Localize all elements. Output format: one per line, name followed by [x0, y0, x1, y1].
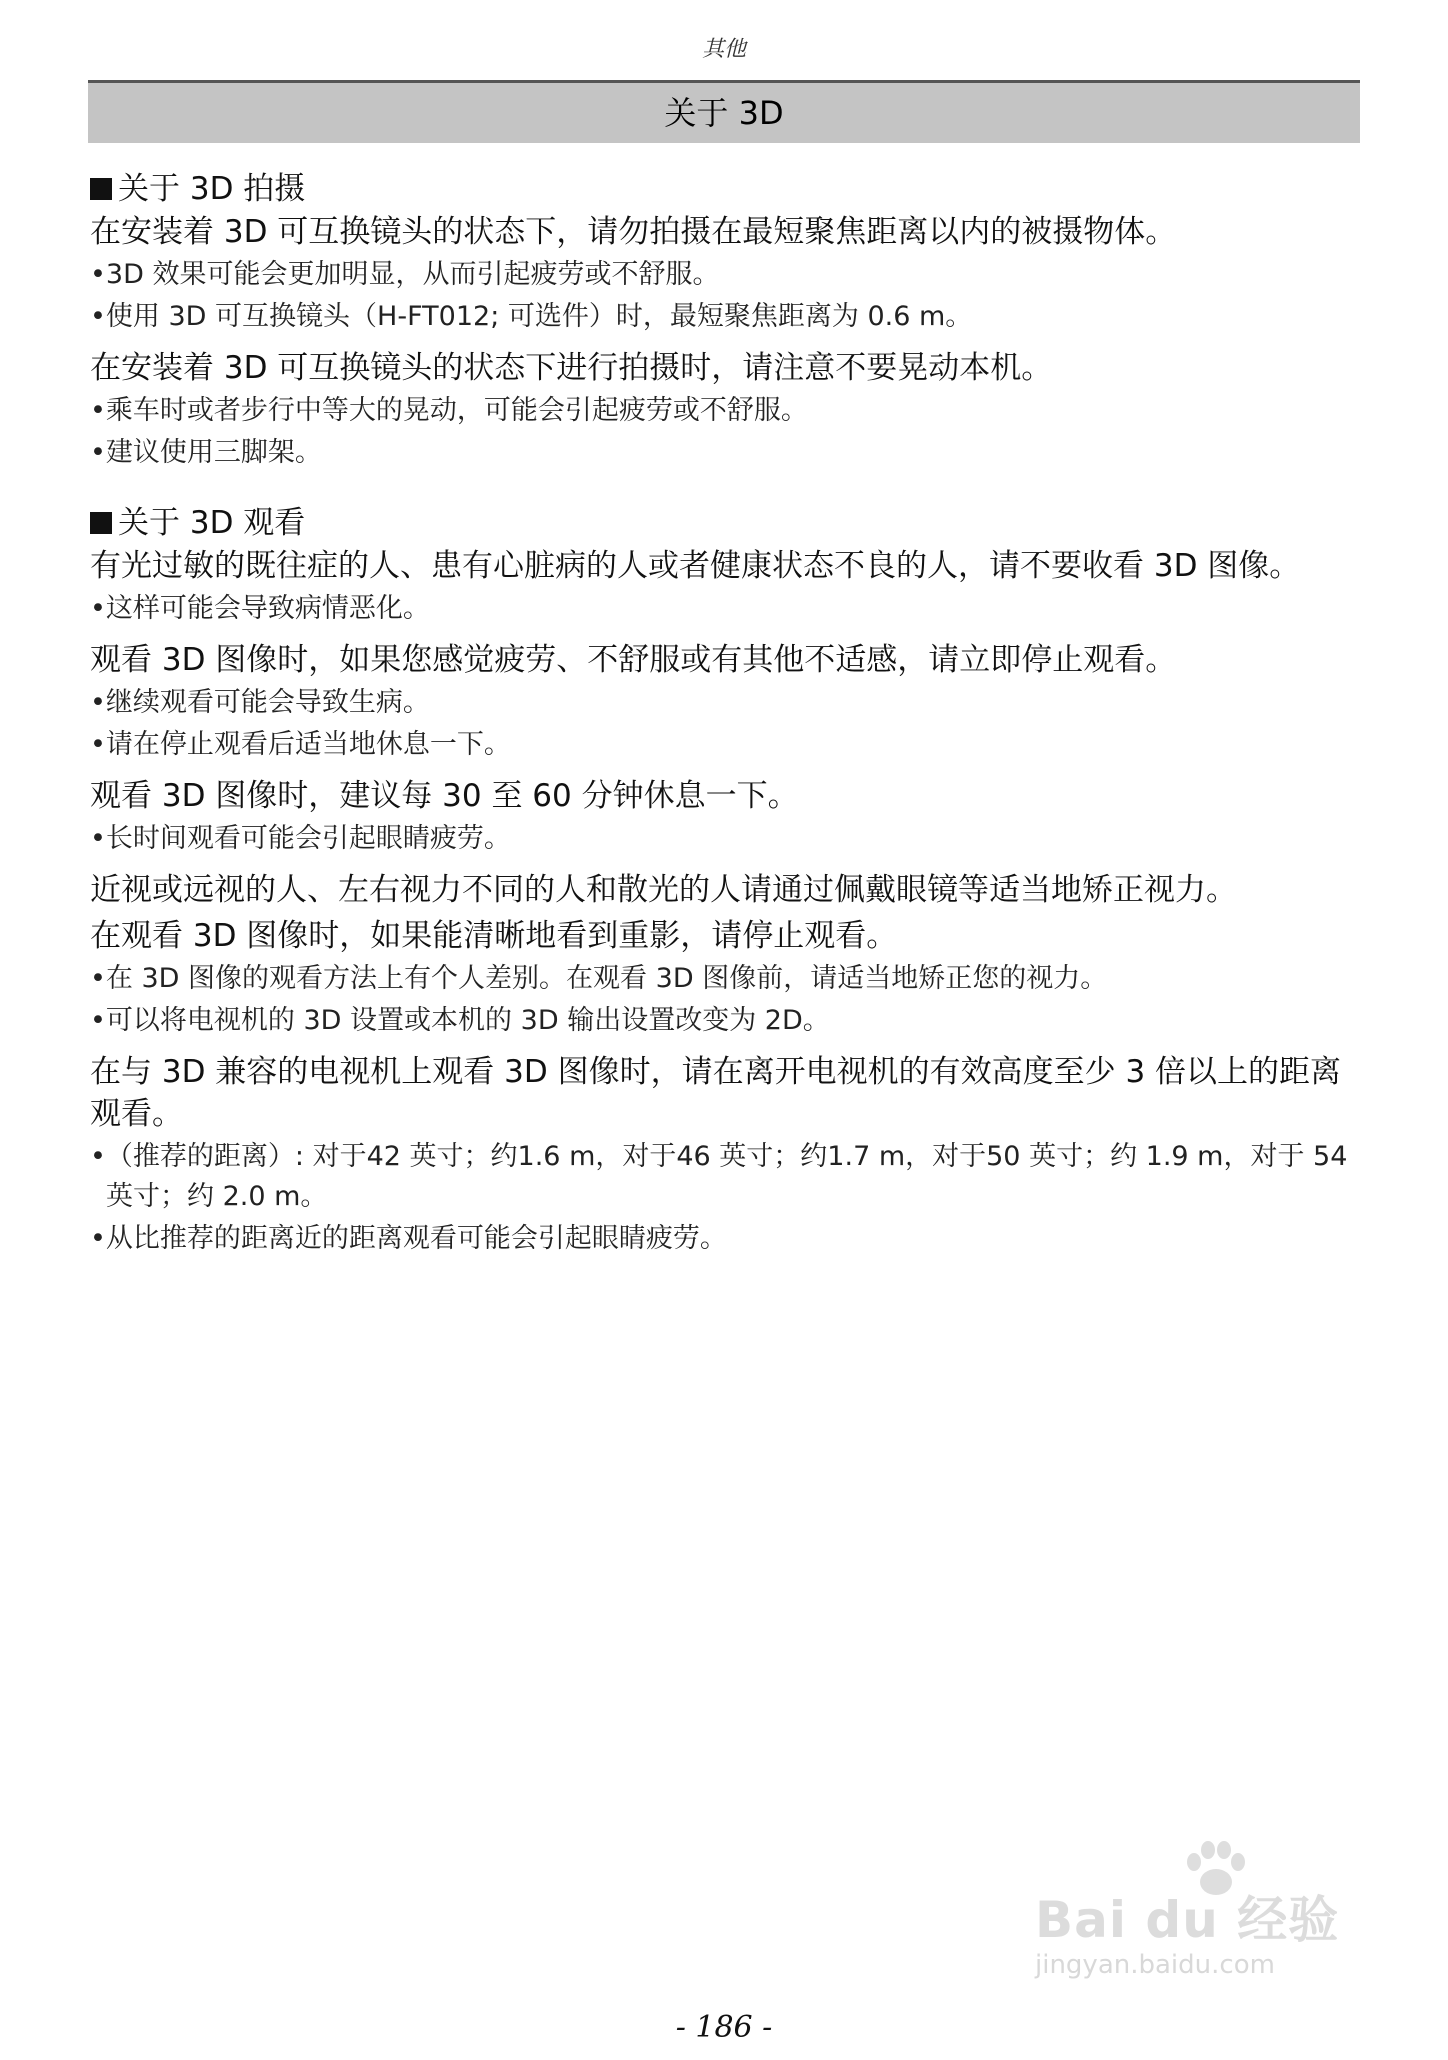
paragraph-lead: 观看 3D 图像时，如果您感觉疲劳、不舒服或有其他不适感，请立即停止观看。 — [90, 642, 1177, 678]
list-item: •从比推荐的距离近的距离观看可能会引起眼睛疲劳。 — [90, 1223, 727, 1254]
list-item: •建议使用三脚架。 — [90, 437, 322, 468]
list-item: •请在停止观看后适当地休息一下。 — [90, 729, 511, 760]
page-number: - 186 - — [675, 2010, 773, 2045]
paragraph-lead: 观看 3D 图像时，建议每 30 至 60 分钟休息一下。 — [90, 778, 799, 814]
paragraph-lead: 在安装着 3D 可互换镜头的状态下进行拍摄时，请注意不要晃动本机。 — [90, 350, 1053, 386]
paragraph-lead: 在与 3D 兼容的电视机上观看 3D 图像时，请在离开电视机的有效高度至少 3 倍以上的距离观看。 — [90, 1054, 1342, 1132]
bullet-list — [90, 255, 1360, 337]
list-item: •这样可能会导致病情恶化。 — [90, 593, 430, 624]
paragraph-lead: 在安装着 3D 可互换镜头的状态下，请勿拍摄在最短聚焦距离以内的被摄物体。 — [90, 214, 1177, 250]
bullet-list — [90, 1137, 1360, 1259]
bullet-list — [90, 391, 1360, 473]
section-heading-text: 关于 3D 拍摄 — [118, 171, 306, 207]
document-body — [90, 155, 1360, 1259]
section-heading-text: 关于 3D 观看 — [118, 505, 306, 541]
paragraph-lead: 有光过敏的既往症的人、患有心脏病的人或者健康状态不良的人，请不要收看 3D 图像。 — [90, 548, 1301, 584]
paragraph-lead: 在观看 3D 图像时，如果能清晰地看到重影，请停止观看。 — [90, 918, 898, 954]
square-bullet-icon — [90, 178, 112, 200]
page-title: 关于 3D — [88, 83, 1360, 143]
list-item: •继续观看可能会导致生病。 — [90, 687, 430, 718]
section-heading-viewing — [90, 501, 1360, 545]
running-head: 其他 — [701, 37, 746, 62]
list-item: •在 3D 图像的观看方法上有个人差别。在观看 3D 图像前，请适当地矫正您的视力。 — [90, 963, 1108, 994]
paragraph-lead: 近视或远视的人、左右视力不同的人和散光的人请通过佩戴眼镜等适当地矫正视力。 — [90, 872, 1237, 908]
section-heading-shooting — [90, 167, 1360, 211]
list-item: •使用 3D 可互换镜头（H-FT012; 可选件）时，最短聚焦距离为 0.6 m。 — [90, 301, 973, 332]
square-bullet-icon — [90, 512, 112, 534]
list-item: •乘车时或者步行中等大的晃动，可能会引起疲劳或不舒服。 — [90, 395, 808, 426]
bullet-list — [90, 589, 1360, 629]
watermark-url: jingyan.baidu.com — [1035, 1950, 1275, 1980]
baidu-watermark — [1035, 1880, 1365, 2000]
list-item: •（推荐的距离）: 对于42 英寸；约1.6 m，对于46 英寸；约1.7 m，对于50 英寸；约 1.9 m，对于 54 英寸；约 2.0 m。 — [90, 1141, 1348, 1212]
watermark-brand: Bai du 经验 — [1035, 1891, 1340, 1949]
bullet-list — [90, 819, 1360, 859]
list-item: •可以将电视机的 3D 设置或本机的 3D 输出设置改变为 2D。 — [90, 1005, 830, 1036]
list-item: •长时间观看可能会引起眼睛疲劳。 — [90, 823, 511, 854]
bullet-list — [90, 959, 1360, 1041]
bullet-list — [90, 683, 1360, 765]
list-item: •3D 效果可能会更加明显，从而引起疲劳或不舒服。 — [90, 259, 720, 290]
